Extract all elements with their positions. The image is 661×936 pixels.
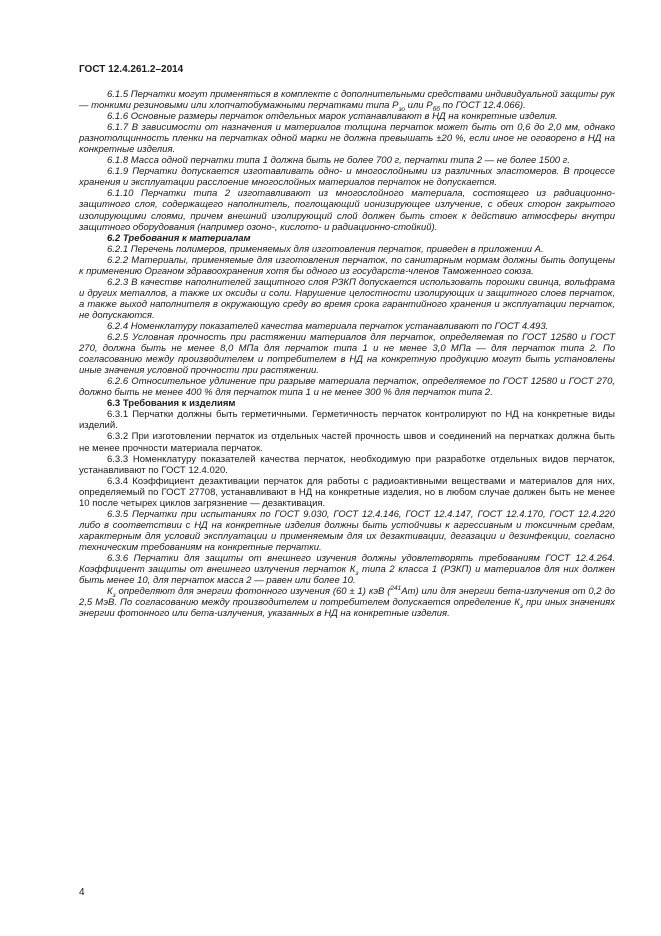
paragraph-6-2-2: 6.2.2 Материалы, применяемые для изготовления перчаток, по санитарным нормам должны быть допущены к применению Органом здравоохранения хотя бы одного из государств-членов Таможенного союза. [79,254,615,277]
paragraph-6-3-6: 6.3.6 Перчатки для защиты от внешнего изучения должны удовлетворять требованиям ГОСТ 12.4.264. Коэффициент защиты от внешнего излучения перчаток $К_з$ типа 2 класса 1 (РЗКП) и материалов для них должен быть менее 10, для перчаток масса 2 — равен или более 10. [79,552,616,587]
paragraph-6-1-6: 6.1.6 Основные размеры перчаток отдельных марок устанавливают в НД на конкретные изделия. [107,111,558,123]
page-number: 4 [79,887,85,898]
paragraph-6-1-8: 6.1.8 Масса одной перчатки типа 1 должна быть не более 700 г, перчатки типа 2 — не более 1500 г. [107,155,570,167]
paragraph-6-2-1: 6.2.1 Перечень полимеров, применяемых для изготовления перчаток, приведен в приложении А. [107,243,544,255]
paragraph-6-2-6: 6.2.6 Относительное удлинение при разрыве материала перчаток, определяемое по ГОСТ 12580 и ГОСТ 270, должно быть не менее 400 % для перчаток типа 1 и не менее 300 % для перчаток типа 2. [79,376,615,399]
paragraph-6-3-3: 6.3.3 Номенклатуру показателей качества перчаток, необходимую при разработке отдельных видов перчаток, устанавливают по ГОСТ 12.4.020. [79,453,615,476]
paragraph-6-3-5: 6.3.5 Перчатки при испытаниях по ГОСТ 9.030, ГОСТ 12.4.146, ГОСТ 12.4.147, ГОСТ 12.4.170, ГОСТ 12.4.220 либо в соответствии с НД на конкретные изделия должны быть устойчивы к агрессивным и токсичным средам, характерным для условий эксплуатации и применяемым для их дезактивации, дегазации и дезинфекции, согласно техническим требованиям на конкретные перчатки. [79,508,615,553]
paragraph-6-2-3: 6.2.3 В качестве наполнителей защитного слоя РЗКП допускается использовать порошки свинца, вольфрама и других металлов, а также их оксиды и соли. Нарушение целостности изолирующих и защитного слоев перчаток, а также выход наполнителя в окружающую среду во время срока гарантийного хранения и эксплуатации перчаток, не допускаются. [79,276,615,321]
paragraph-6-1-10: 6.1.10 Перчатки типа 2 изготавливают из многослойного материала, состоящего из радиационно-защитного слоя, содержащего наполнитель, поглощающий ионизирующее излучение, с обеих сторон закрытого изолирующими слоями, причем внешний изолирующий слой должен быть стоек к действию атмосферы внутри защитного оборудования (например озоно-, кислото- и радиационно-стойкий). [79,188,615,233]
paragraph-6-2-4: 6.2.4 Номенклатуру показателей качества материала перчаток устанавливают по ГОСТ 4.493. [107,320,549,332]
paragraph-kz-definition: $К_з$ определяют для энергии фотонного изучения (60 ± 1) кэВ ($^{241}$Am) или для энергии бета-излучения от 0,2 до 2,5 МэВ. По согласованию между производителем и потребителем допускается определение $К_з$ при иных значениях энергии фотонного или бета-излучения, указанных в НД на конкретные изделия. [79,584,616,620]
paragraph-6-3-2: 6.3.2 При изготовлении перчаток из отдельных частей прочность швов и соединений на перчатках должна быть не менее прочности материала перчаток. [79,431,615,454]
paragraph-6-1-9: 6.1.9 Перчатки допускается изготавливать одно- и многослойными из различных эластомеров. В процессе хранения и эксплуатации расслоение многослойных материалов перчаток не допускается. [79,166,615,189]
page-content [79,89,615,619]
paragraph-6-3-1: 6.3.1 Перчатки должны быть герметичными. Герметичность перчаток контролируют по НД на конкретные виды изделий. [79,409,615,432]
paragraph-6-2-5: 6.2.5 Условная прочность при растяжении материалов для перчаток, определяемая по ГОСТ 12580 и ГОСТ 270, должна быть не менее 8,0 МПа для перчаток типа 1 и не менее 3,0 МПа — для перчаток типа 2. По согласованию между производителем и потребителем в НД на конкретную продукцию могут быть установлены иные значения условной прочности при растяжении. [79,332,615,377]
paragraph-6-1-7: 6.1.7 В зависимости от назначения и материалов толщина перчаток может быть от 0,6 до 2,0 мм, однако разнотолщинность пленки на перчатках одной марки не должна превышать ±20 %, если иное не оговорено в НД на конкретные изделия. [79,122,615,156]
paragraph-6-3-4: 6.3.4 Коэффициент дезактивации перчаток для работы с радиоактивными веществами и материалов для них, определяемый по ГОСТ 27708, устанавливают в НД на конкретные изделия, но в любом случае должен быть не менее 10 после четырех циклов загрязнение — дезактивация. [79,475,615,509]
section-heading-6-2: 6.2 Требования к материалам [107,232,251,244]
paragraph-6-1-5: 6.1.5 Перчатки могут применяться в комплекте с дополнительными средствами индивидуальной защиты рук — тонкими резиновыми или хлопчатобумажными перчатками типа $Р_{зо}$ или $Р_{бб}$ по ГОСТ 12.4.066). [79,89,615,113]
page-header: ГОСТ 12.4.261.2–2014 [79,64,184,75]
section-heading-6-3: 6.3 Требования к изделиям [107,398,236,410]
